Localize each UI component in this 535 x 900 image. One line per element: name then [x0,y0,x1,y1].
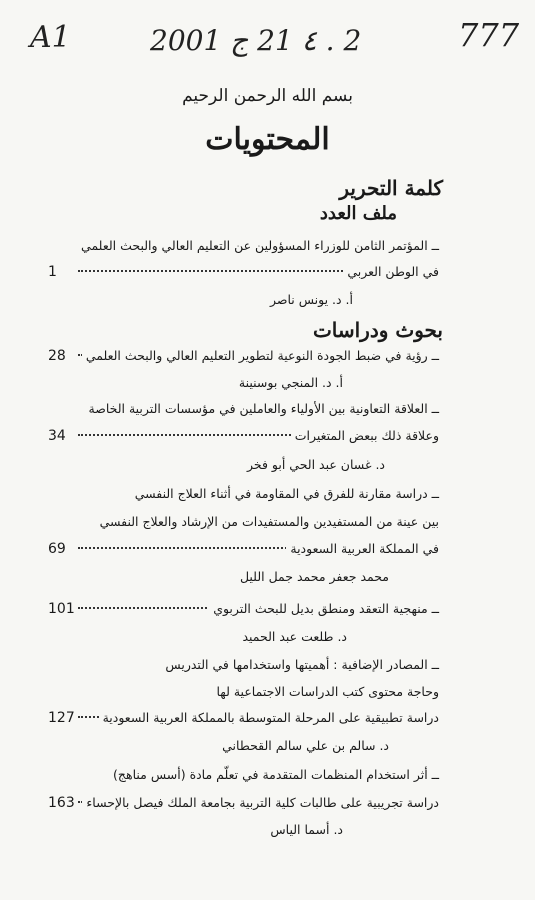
entry-4-line-1: ــ دراسة مقارنة للفرق في المقاومة في أثناء العلاج النفسي [134,486,439,501]
entry-1-author: أ. د. يونس ناصر [269,292,353,307]
entry-4-row [48,541,439,559]
entry-6-author: د. سالم بن علي سالم القحطاني [222,738,389,753]
entry-3-line-1: ــ العلاقة التعاونية بين الأولياء والعاملين في مؤسسات التربية الخاصة [88,401,439,416]
entry-3-line-2: وعلاقة ذلك ببعض المتغيرات [291,428,439,443]
section-research: بحوث ودراسات [312,318,443,342]
entry-6-line-2: وحاجة محتوى كتب الدراسات الاجتماعية لها [216,684,439,699]
entry-4-line-3: في المملكة العربية السعودية [286,541,439,556]
entry-6-line-1: ــ المصادر الإضافية : أهميتها واستخدامها في التدريس [165,657,439,672]
entry-2-author: أ. د. المنجي بوسنينة [238,375,343,390]
entry-7-line-1: ــ أثر استخدام المنظمات المتقدمة في تعلّم مادة (أسس مناهج) [113,767,439,782]
entry-1-line-1: ــ المؤتمر الثامن للوزراء المسؤولين عن التعليم العالي والبحث العلمي [81,238,439,253]
entry-3-author: د. غسان عبد الحي أبو فخر [247,457,385,472]
entry-7-author: د. أسما الياس [270,822,343,837]
handwritten-number: 777 [458,16,520,54]
entry-4-page: 69 [48,541,66,557]
entry-5-row [48,601,439,619]
page-title: المحتويات [205,122,330,157]
entry-4-author: محمد جعفر محمد جمل الليل [239,569,389,584]
section-editorial: كلمة التحرير [339,176,443,200]
section-issue-file: ملف العدد [319,203,397,224]
entry-7-line-2: دراسة تجريبية على طالبات كلية التربية بجامعة الملك فيصل بالإحساء [82,795,439,810]
entry-7-row [48,795,439,813]
entry-7-page: 163 [48,795,75,811]
entry-6-line-3: دراسة تطبيقية على المرحلة المتوسطة بالمملكة العربية السعودية [99,710,439,725]
entry-5-line-1: ــ منهجية التعقد ومنطق بديل للبحث التربوي [209,601,439,616]
entry-3-page: 34 [48,428,66,444]
entry-2-page: 28 [48,348,66,364]
handwritten-code: A1 [30,20,71,55]
entry-1-row [48,264,439,282]
entry-2-row [48,348,439,366]
entry-6-row [48,710,439,728]
entry-5-author: د. طلعت عبد الحميد [242,629,347,644]
basmala: بسم الله الرحمن الرحيم [182,86,353,106]
handwritten-date: 2 . ٤ 21 ج 2001 [150,24,362,57]
entry-2-line-1: ــ رؤية في ضبط الجودة النوعية لتطوير التعليم العالي والبحث العلمي [82,348,439,363]
entry-4-line-2: بين عينة من المستفيدين والمستفيدات من الإرشاد والعلاج النفسي [99,514,439,529]
entry-6-page: 127 [48,710,75,726]
entry-1-page: 1 [48,264,57,280]
entry-5-page: 101 [48,601,75,617]
entry-3-row [48,428,439,446]
entry-1-line-2: في الوطن العربي [343,264,439,279]
